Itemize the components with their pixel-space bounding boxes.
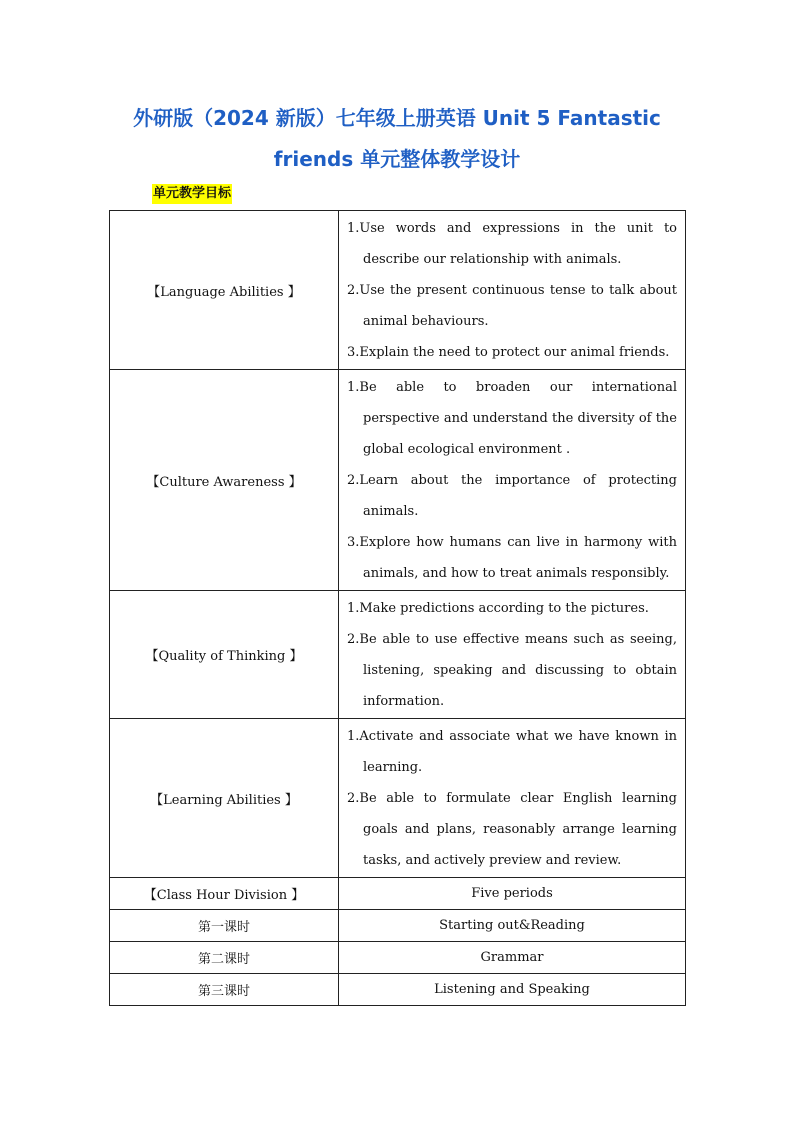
goal-item: 1.Make predictions according to the pictures. <box>347 601 649 616</box>
goal-item: 3.Explain the need to protect our animal friends. <box>347 345 670 360</box>
period-content-cell: Starting out&Reading <box>339 910 686 942</box>
table-row-period-3 <box>110 974 686 1006</box>
document-title-line-1: 外研版（2024 新版）七年级上册英语 Unit 5 Fantastic <box>133 106 661 130</box>
period-count-cell: Five periods <box>339 878 686 910</box>
unit-goals-table <box>109 210 686 1006</box>
table-row-culture-awareness <box>110 370 686 591</box>
goal-item: 2.Be able to use effective means such as seeing, listening, speaking and discussing to obtain information. <box>347 632 677 709</box>
category-cell: 【Culture Awareness 】 <box>110 370 339 591</box>
description-cell <box>339 370 686 591</box>
category-cell: 【Learning Abilities 】 <box>110 719 339 878</box>
period-label-cell: 第三课时 <box>110 974 339 1006</box>
category-cell: 【Quality of Thinking 】 <box>110 591 339 719</box>
goal-item: 2.Use the present continuous tense to talk about animal behaviours. <box>347 283 677 329</box>
table-row-language-abilities <box>110 211 686 370</box>
table-row-learning-abilities <box>110 719 686 878</box>
category-cell: 【Language Abilities 】 <box>110 211 339 370</box>
period-content-cell: Listening and Speaking <box>339 974 686 1006</box>
table-row-period-1 <box>110 910 686 942</box>
document-title-line-2: friends 单元整体教学设计 <box>273 147 521 171</box>
description-cell <box>339 591 686 719</box>
goal-item: 2.Learn about the importance of protecting animals. <box>347 473 677 519</box>
goal-item: 1.Activate and associate what we have known in learning. <box>347 729 677 775</box>
period-label-cell: 第二课时 <box>110 942 339 974</box>
description-cell <box>339 719 686 878</box>
table-row-class-hour-division <box>110 878 686 910</box>
goal-item: 1.Be able to broaden our international perspective and understand the diversity of the global ecological environment . <box>347 380 677 457</box>
period-content-cell: Grammar <box>339 942 686 974</box>
category-cell: 【Class Hour Division 】 <box>110 878 339 910</box>
table-row-quality-of-thinking <box>110 591 686 719</box>
goal-item: 2.Be able to formulate clear English learning goals and plans, reasonably arrange learning tasks, and actively preview and review. <box>347 791 677 868</box>
table-row-period-2 <box>110 942 686 974</box>
section-label-unit-goals: 单元教学目标 <box>152 184 232 204</box>
period-label-cell: 第一课时 <box>110 910 339 942</box>
goal-item: 3.Explore how humans can live in harmony with animals, and how to treat animals responsibly. <box>347 535 677 581</box>
description-cell <box>339 211 686 370</box>
goal-item: 1.Use words and expressions in the unit to describe our relationship with animals. <box>347 221 677 267</box>
